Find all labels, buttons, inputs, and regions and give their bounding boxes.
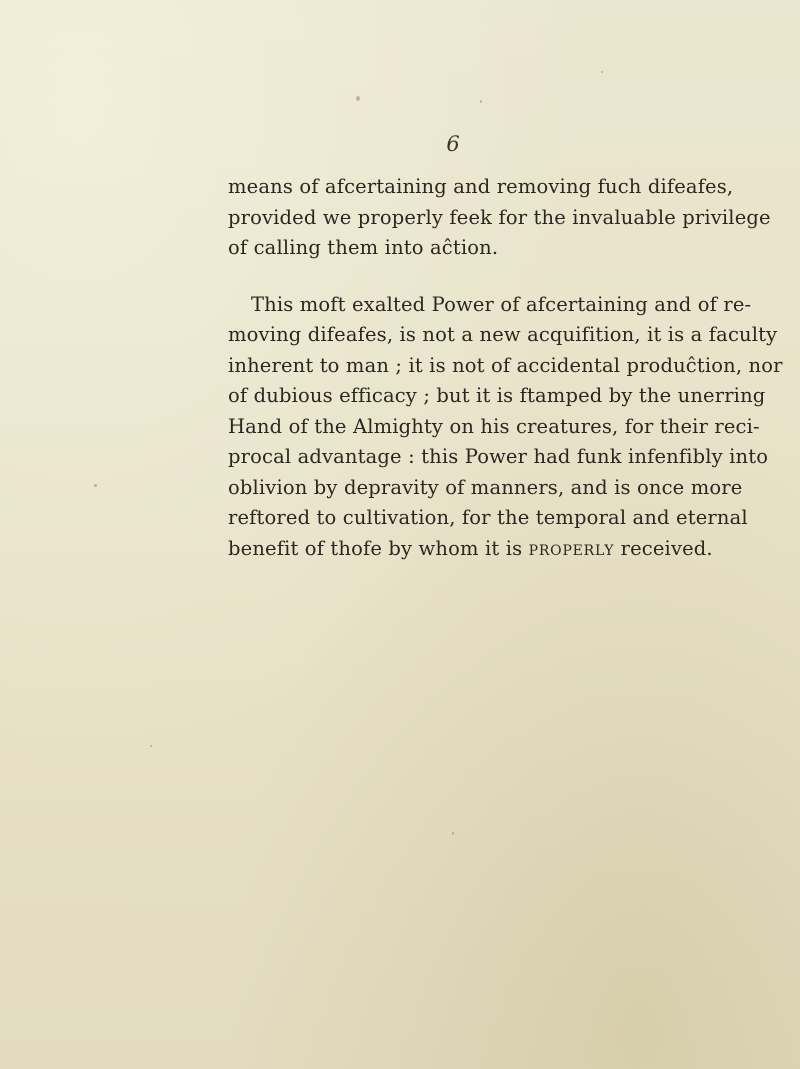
page-number: 6 bbox=[446, 132, 460, 156]
final-line-end: received. bbox=[614, 536, 713, 560]
text-line: means of afcertaining and removing fuch difeafes, bbox=[228, 175, 734, 198]
paragraph-1 bbox=[228, 172, 771, 264]
text-line: moving difeafes, is not a new acquifition, it is a faculty bbox=[228, 323, 778, 346]
body-text bbox=[228, 172, 783, 564]
final-text-line bbox=[228, 534, 713, 565]
text-line: This moft exalted Power of afcertaining and of re- bbox=[251, 292, 752, 316]
text-line: of dubious efficacy ; but it is ftamped by the unerring bbox=[228, 384, 766, 407]
paragraph-gap bbox=[228, 264, 650, 290]
paper-speck bbox=[356, 96, 360, 101]
emphasis-word: properly bbox=[528, 536, 615, 560]
text-line: reftored to cultivation, for the temporal and eternal bbox=[228, 506, 748, 529]
text-line: oblivion by depravity of manners, and is once more bbox=[228, 475, 743, 499]
text-line: provided we properly feek for the invaluable privilege bbox=[228, 205, 771, 229]
paper-speck bbox=[94, 484, 97, 487]
text-line: procal advantage : this Power had funk infenfibly into bbox=[228, 445, 769, 468]
paper-speck bbox=[452, 832, 454, 835]
paper-speck bbox=[601, 71, 603, 73]
text-line: of calling them into aĉtion. bbox=[228, 236, 499, 259]
final-line-start: benefit of thofe by whom it is bbox=[228, 536, 529, 560]
text-line: inherent to man ; it is not of accidental produĉtion, nor bbox=[228, 353, 783, 377]
paper-speck bbox=[480, 100, 482, 103]
text-line: Hand of the Almighty on his creatures, for their reci- bbox=[228, 414, 760, 438]
paper-speck bbox=[150, 745, 152, 747]
paragraph-2 bbox=[228, 290, 783, 565]
